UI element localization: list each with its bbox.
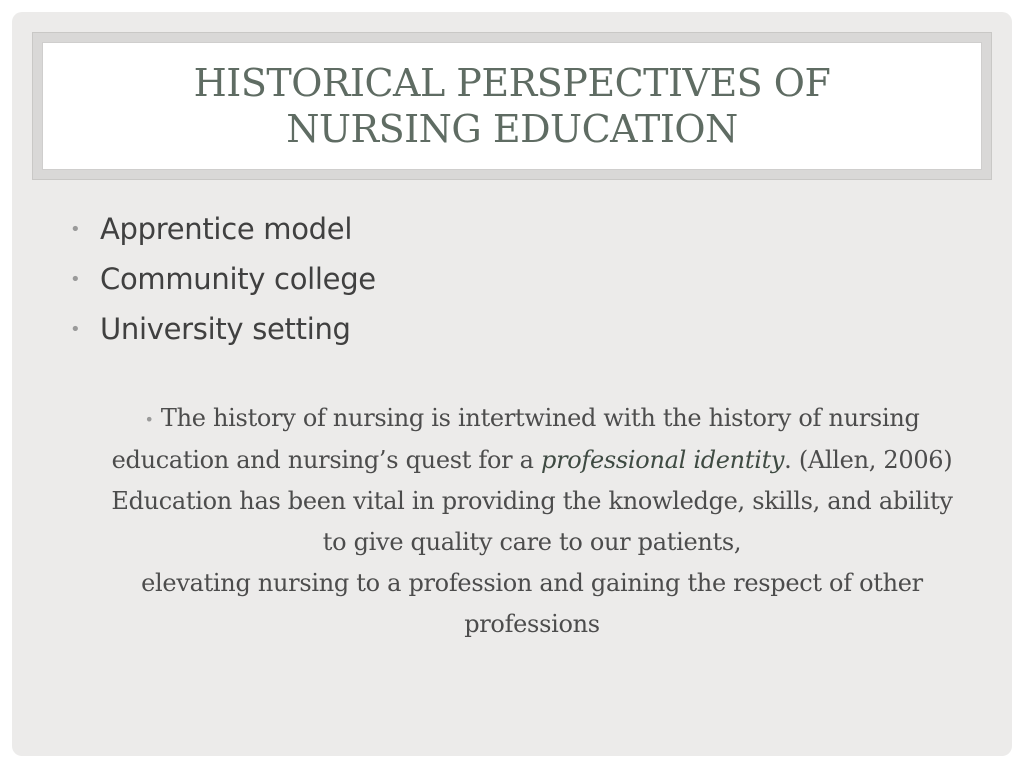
- slide-title-line-2: NURSING EDUCATION: [286, 107, 738, 151]
- quote-paragraph: [110, 398, 954, 645]
- bullet-item: [70, 204, 376, 254]
- bullet-list: [70, 204, 376, 354]
- title-box: [42, 42, 982, 170]
- quote-text-part-3: elevating nursing to a profession and gaining the respect of other professions: [141, 569, 923, 638]
- bullet-dot-icon: •: [70, 268, 81, 290]
- quote-text-part-1: The history of nursing is intertwined with the history of nursing education and nursing’s quest for a: [111, 404, 920, 474]
- slide-title: [194, 60, 831, 152]
- bullet-text: Apprentice model: [100, 212, 353, 246]
- slide: [12, 12, 1012, 756]
- quote-text-part-2: . (Allen, 2006) Education has been vital in providing the knowledge, skills, and ability to give quality care to our patients,: [111, 446, 953, 556]
- slide-title-line-1: HISTORICAL PERSPECTIVES OF: [193, 61, 831, 105]
- quote-bullet-icon: •: [144, 410, 154, 429]
- bullet-dot-icon: •: [70, 318, 81, 340]
- quote-emphasis-professional: professional: [541, 446, 686, 474]
- bullet-item: [70, 304, 376, 354]
- bullet-text: University setting: [100, 312, 351, 346]
- bullet-item: [70, 254, 376, 304]
- quote-emphasis-identity: identity: [693, 446, 785, 474]
- bullet-text: Community college: [100, 262, 376, 296]
- title-frame: [32, 32, 992, 180]
- bullet-dot-icon: •: [70, 218, 81, 240]
